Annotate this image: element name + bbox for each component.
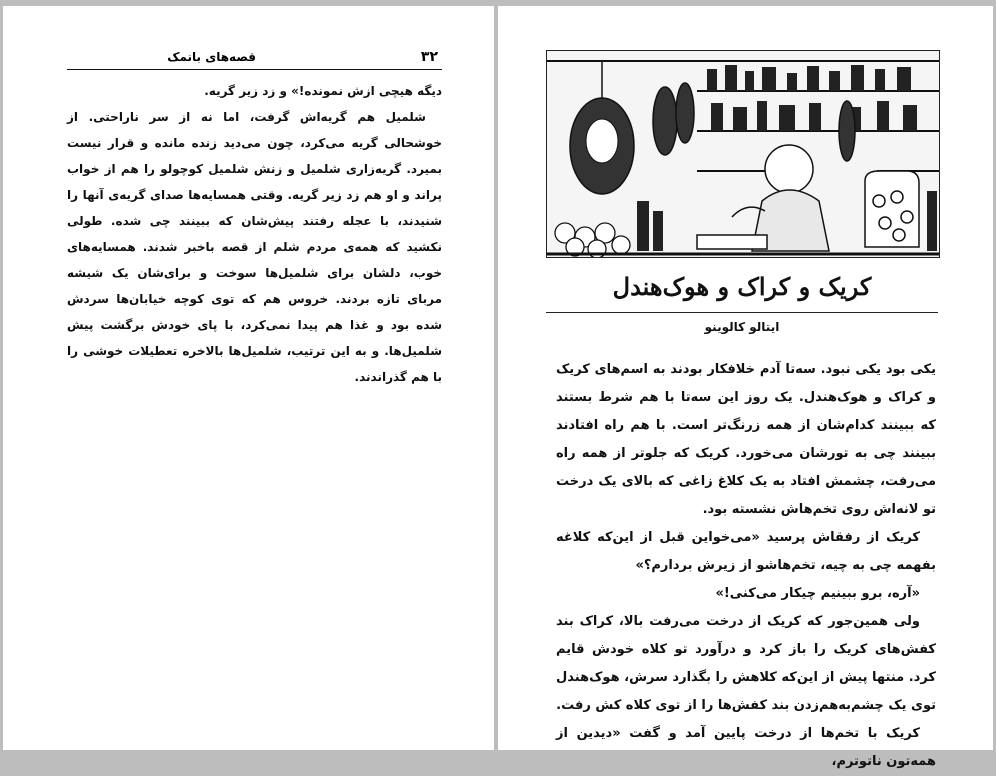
paragraph: کریک با تخم‌ها از درخت پایین آمد و گفت «دیدین از همه‌تون ناتوترم، (556, 726, 936, 769)
author-name: ایتالو کالوینو (704, 320, 780, 334)
running-header (67, 49, 442, 70)
paragraph: ولی همین‌جور که کریک از درخت می‌رفت بالا، کراک بند کفش‌های کریک را باز کرد و درآورد تو کلاه خودش قایم کرد. منتها پیش از این‌که کلاهش را بگذارد سرش، هوک‌هندل توی یک چشم‌به‌هم‌زدن بند کفش‌ها را از توی کلاه کش رفت. (556, 614, 936, 713)
right-page (498, 6, 993, 769)
story-title: کریک و کراک و هوک‌هندل (612, 272, 872, 301)
paragraph: شلمیل هم گریه‌اش گرفت، اما نه از سر ناراحتی. از خوشحالی گریه می‌کرد، چون می‌دید زنده مانده و قرار نیست بمیرد. گریه‌زاری شلمیل و زنش شلمیل کوچولو را هم از خواب پراند و او هم زد زیر گریه. وقتی همسایه‌ها صدای گریه‌ی آنها را شنیدند، با عجله رفتند پیش‌شان که ببینند چی شده. طولی نکشید که همه‌ی مردم شلم از قصه باخبر شدند. همسایه‌های خوب، دلشان برای شلمیل‌ها سوخت و برای‌شان یک شیشه مربای تازه بردند. خروس هم که توی کوچه خیابان‌ها سردش شده بود و غذا هم پیدا نمی‌کرد، با پای خودش برگشت پیش شلمیل‌ها. و به این ترتیب، شلمیل‌ها بالاخره تعطیلات خوشی را با هم گذراندند. (67, 110, 442, 384)
paragraph: دیگه هیچی ازش نمونده!» و زد زیر گریه. (204, 84, 442, 98)
page-number: ۳۲ (420, 49, 438, 65)
paragraph: کریک از رفقاش پرسید «می‌خواین قبل از این‌که کلاغه بفهمه چی به چیه، تخم‌هاشو از زیرش بردارم؟» (556, 530, 936, 573)
running-title: قصه‌های بانمک (167, 50, 256, 64)
grocery-shop-illustration (546, 50, 940, 258)
title-divider (546, 312, 938, 313)
paragraph: «آره، برو ببینیم چیکار می‌کنی!» (715, 586, 920, 601)
right-body-text (556, 356, 936, 776)
left-body-text (67, 78, 442, 390)
paragraph: یکی بود یکی نبود. سه‌تا آدم خلافکار بودند به اسم‌های کریک و کراک و هوک‌هندل. یک روز این سه‌تا با هم شرط بستند که ببینند کدام‌شان از همه زرنگ‌تر است. با هم راه افتادند ببینند چی به تورشان می‌خورد. کریک که جلوتر از همه راه می‌رفت، چشمش افتاد به یک کلاغ زاغی که بالای یک درخت تو لانه‌اش روی تخم‌هاش نشسته بود. (556, 362, 936, 517)
left-page (3, 6, 494, 750)
